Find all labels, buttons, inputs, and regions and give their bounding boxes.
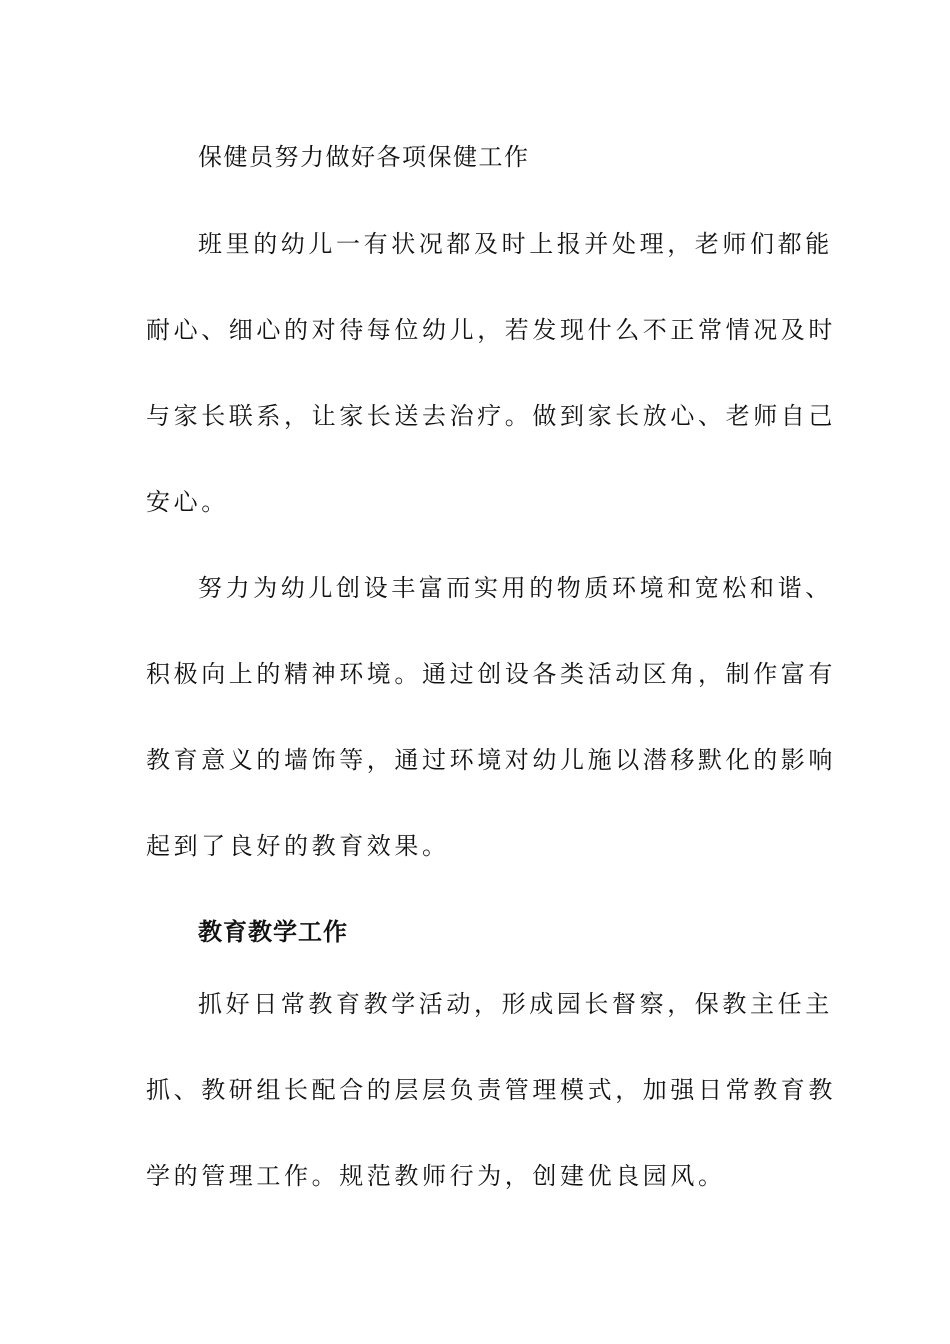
paragraph-line: 学的管理工作。规范教师行为，创建优良园风。 [146, 1162, 726, 1190]
paragraph-line: 抓、教研组长配合的层层负责管理模式，加强日常教育教 [146, 1076, 836, 1104]
paragraph-line: 抓好日常教育教学活动，形成园长督察，保教主任主 [198, 990, 833, 1018]
paragraph-line: 努力为幼儿创设丰富而实用的物质环境和宽松和谐、 [198, 574, 833, 602]
section-heading: 教育教学工作 [198, 917, 348, 946]
text-line-health-work: 保健员努力做好各项保健工作 [198, 143, 530, 171]
paragraph-line: 班里的幼儿一有状况都及时上报并处理，老师们都能 [198, 230, 833, 258]
paragraph-line: 耐心、细心的对待每位幼儿，若发现什么不正常情况及时 [146, 316, 836, 344]
paragraph-line: 与家长联系，让家长送去治疗。做到家长放心、老师自己 [146, 402, 836, 430]
paragraph-line: 安心。 [146, 488, 229, 516]
paragraph-line: 起到了良好的教育效果。 [146, 832, 450, 860]
paragraph-line: 积极向上的精神环境。通过创设各类活动区角，制作富有 [146, 660, 836, 688]
paragraph-line: 教育意义的墙饰等，通过环境对幼儿施以潜移默化的影响 [146, 746, 836, 774]
